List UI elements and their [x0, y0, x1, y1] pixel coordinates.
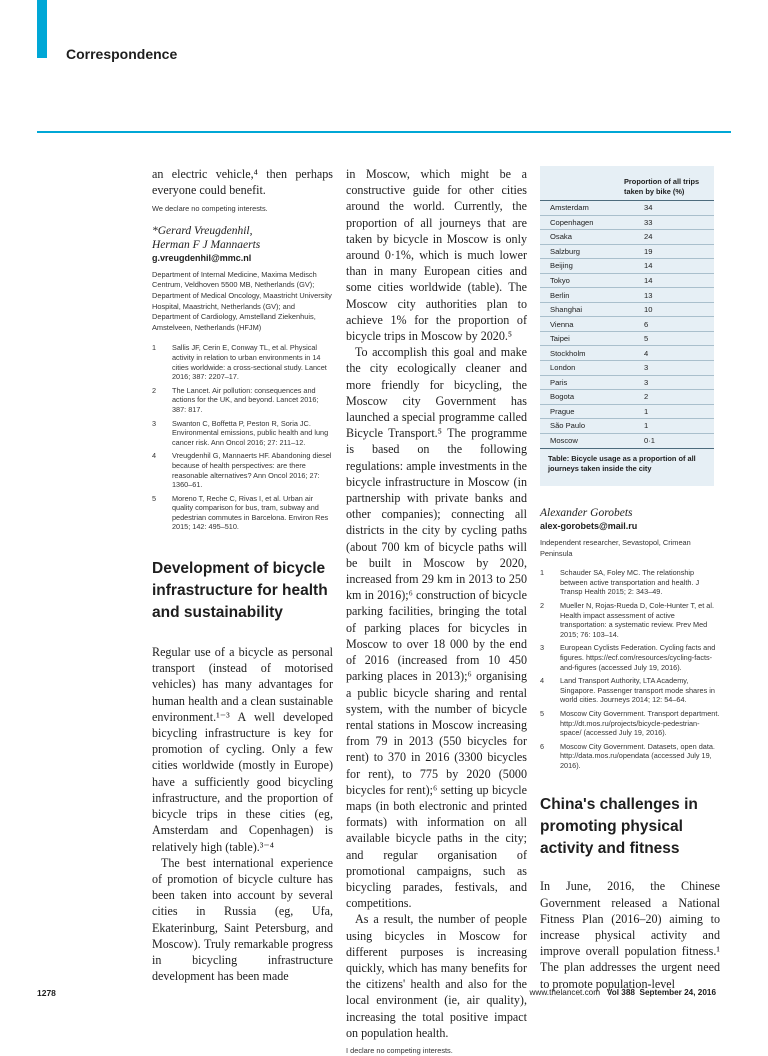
- table-row: [540, 317, 714, 332]
- table-cell-value: 14: [644, 273, 714, 288]
- reference-item: 5 Moreno T, Reche C, Rivas I, et al. Urban air quality comparison for bus, tram, subway and pedestrian commutes in Barcelona. Environ Res 2015; 142: 495–510.: [152, 493, 329, 532]
- table-cell-value: 14: [644, 259, 714, 274]
- table-row: [540, 433, 714, 448]
- table-cell-value: 10: [644, 302, 714, 317]
- table-row: [540, 390, 714, 405]
- table-cell-city: London: [540, 361, 644, 376]
- table-row: [540, 361, 714, 376]
- table-cell-value: 19: [644, 244, 714, 259]
- column-2: [346, 166, 527, 1056]
- table-row: [540, 375, 714, 390]
- table-cell-value: 3: [644, 361, 714, 376]
- table-cell-value: 6: [644, 317, 714, 332]
- table-row: [540, 259, 714, 274]
- table-row: [540, 273, 714, 288]
- table-cell-city: Paris: [540, 375, 644, 390]
- table-cell-value: 24: [644, 230, 714, 245]
- reference-item: 5 Moscow City Government. Transport department. http://dt.mos.ru/projects/bicycle-pedestrian-space/ (accessed July 19, 2016).: [540, 708, 720, 738]
- paragraph: As a result, the number of people using bicycles in Moscow for different purposes is increasing quickly, which has many benefits for the citizens' health and also for the local environment (ie, air quality), increasing the total positive impact on population health.: [346, 912, 527, 1040]
- table-cell-city: Prague: [540, 404, 644, 419]
- reference-item: 4 Vreugdenhil G, Mannaerts HF. Abandoning diesel because of health perspectives: are there reasonable alternatives? Ann Oncol 2016; 27: 1360–61.: [152, 451, 332, 490]
- reference-item: 1 Sallis JF, Cerin E, Conway TL, et al. Physical activity in relation to urban environments in 14 cities worldwide: a cross-sectional study. Lancet 2016; 387: 2207–17.: [152, 343, 327, 382]
- table-cell-value: 13: [644, 288, 714, 303]
- table-row: [540, 288, 714, 303]
- reference-item: 2 The Lancet. Air pollution: consequences and actions for the UK, and beyond. Lancet 2016; 387: 817.: [152, 385, 319, 414]
- table-cell-value: 1: [644, 419, 714, 434]
- table-cell-city: Tokyo: [540, 273, 644, 288]
- author-email[interactable]: g.vreugdenhil@mmc.nl: [152, 252, 252, 263]
- reference-list: [152, 343, 333, 532]
- article-body: [540, 878, 720, 991]
- table-cell-city: Taipei: [540, 331, 644, 346]
- table-cell-value: 4: [644, 346, 714, 361]
- table-cell-value: 0·1: [644, 433, 714, 448]
- table-row: [540, 201, 714, 216]
- paragraph: in Moscow, which might be a constructive guide for other cities around the world. Currently, the proportion of all journeys that are taken by bicycle in Moscow is only around 0·1%, which is much lower than in many European cities and some cities worldwide (table). The Moscow city authorities plan to achieve 1% for the proportion of bicycle trips in Moscow by 2020.⁵: [346, 167, 527, 344]
- table-column-header: Proportion of all trips taken by bike (%): [624, 177, 700, 196]
- author-affiliation: Independent researcher, Sevastopol, Crimean Peninsula: [540, 538, 691, 558]
- table-row: [540, 419, 714, 434]
- journal-volume: Vol 388: [606, 988, 635, 997]
- author-email[interactable]: alex-gorobets@mail.ru: [540, 521, 638, 531]
- table-cell-city: Copenhagen: [540, 215, 644, 230]
- competing-interests: We declare no competing interests.: [152, 204, 268, 214]
- paragraph: Regular use of a bicycle as personal transport (instead of motorised vehicles) has many advantages for human health and a clean sustainable environment.¹⁻³ A well developed bicycling infrastructure is key for promotion of cycling. Only a few cities worldwide (mostly in Europe) have a sufficiently good bicycling infrastructure, and the proportion of bicycle trips in these cities (eg, Amsterdam and Copenhagen) is relatively high (table).³⁻⁴: [152, 645, 333, 854]
- article-heading: Development of bicycle infrastructure for health and sustainability: [152, 560, 328, 622]
- table-cell-value: 34: [644, 201, 714, 216]
- article-body: [152, 644, 333, 984]
- reference-item: 4 Land Transport Authority, LTA Academy, Singapore. Passenger transport mode shares in world cities. Journeys 2014; 12: 54–64.: [540, 676, 715, 705]
- journal-date: September 24, 2016: [639, 988, 716, 997]
- table-row: [540, 346, 714, 361]
- col1-continued-paragraph: [152, 166, 333, 198]
- table-row: [540, 215, 714, 230]
- table-cell-value: 3: [644, 375, 714, 390]
- table-cell-city: Amsterdam: [540, 201, 644, 216]
- table-cell-value: 1: [644, 404, 714, 419]
- table-cell-city: Vienna: [540, 317, 644, 332]
- data-table: [540, 166, 714, 448]
- article-heading: China's challenges in promoting physical activity and fitness: [540, 796, 698, 858]
- competing-interests: I declare no competing interests.: [346, 1045, 453, 1055]
- paragraph: To accomplish this goal and make the city ecologically cleaner and more friendly for bicycling, the Moscow city Government has launched a special programme called Bicycle Transport.⁵ The programme is based on the following regulations: ample investments in the bicycle infrastructure in Moscow (in partnership with private banks and other companies); connecting all districts in the city by cycling paths (about 700 km of bicycle paths will be built in Moscow by 2020, increased from 29 km in 2013 to 250 km in 2016);⁶ construction of bicycle parking facilities, bringing the total of parking places for bicycles in Moscow to over 18 000 by the end of 2016 (increased from 10 450 parking places in 2013);⁶ organising a public bicycle sharing and rental system, with the number of bicycle rental stations in Moscow increasing from 79 in 2013 (550 bicycles for rent) to 370 in 2016 (3300 bicycles for rent), to 775 by 2020 (5000 bicycles for rent);⁶ setting up bicycle maps (in both electronic and printed formats) with information on all available bicycle paths in the city; and regular organisation of promotional campaigns, such as bicycling parades, festivals, and competitions.: [346, 345, 527, 911]
- author-line-2: Herman F J Mannaerts: [152, 238, 261, 251]
- section-label: Correspondence: [66, 46, 178, 62]
- table-cell-city: Stockholm: [540, 346, 644, 361]
- accent-bar: [37, 0, 47, 58]
- table-body: [540, 201, 714, 448]
- reference-item: 3 Swanton C, Boffetta P, Peston R, Soria JC. Environmental emissions, public health and lung cancer risk. Ann Oncol 2016; 27: 211–12.: [152, 418, 329, 447]
- table-row: [540, 404, 714, 419]
- table-cell-city: Shanghai: [540, 302, 644, 317]
- header-rule: [37, 131, 731, 133]
- reference-item: 1 Schauder SA, Foley MC. The relationship between active transportation and health. J Transp Health 2015; 2: 343–49.: [540, 568, 700, 597]
- paragraph: an electric vehicle,⁴ then perhaps everyone could benefit.: [152, 167, 333, 198]
- page-number: 1278: [37, 988, 56, 998]
- table-cell-city: Berlin: [540, 288, 644, 303]
- column-3: [540, 506, 720, 992]
- table-caption: Table: Bicycle usage as a proportion of all journeys taken inside the city: [540, 448, 714, 474]
- journal-footer: [530, 988, 716, 997]
- paragraph: In June, 2016, the Chinese Government released a National Fitness Plan (2016–20) aiming to increase physical activity and improve overall population fitness.¹ The plan addresses the urgent need to promote population-level: [540, 879, 720, 991]
- table-cell-value: 2: [644, 390, 714, 405]
- table-cell-city: Moscow: [540, 433, 644, 448]
- table-cell-city: Bogota: [540, 390, 644, 405]
- table-row: [540, 331, 714, 346]
- bicycle-usage-table: [540, 166, 714, 486]
- table-row: [540, 302, 714, 317]
- table-row: [540, 230, 714, 245]
- journal-site-link[interactable]: www.thelancet.com: [529, 988, 601, 997]
- reference-item: 3 European Cyclists Federation. Cycling facts and figures. https://ecf.com/resources/cycling-facts-and-figures (accessed July 19, 2016).: [540, 643, 716, 672]
- table-cell-city: São Paulo: [540, 419, 644, 434]
- table-cell-value: 5: [644, 331, 714, 346]
- table-cell-value: 33: [644, 215, 714, 230]
- table-cell-city: Beijing: [540, 259, 644, 274]
- article-body: [346, 166, 527, 1041]
- reference-item: 2 Mueller N, Rojas-Rueda D, Cole-Hunter T, et al. Health impact assessment of active transportation: a systematic review. Prev Med 2015; 76: 103–14.: [540, 600, 714, 639]
- author-name: Alexander Gorobets: [540, 507, 633, 519]
- table-cell-city: Salzburg: [540, 244, 644, 259]
- reference-list: [540, 568, 720, 770]
- paragraph: The best international experience of promotion of bicycle culture has been taken into account by several cities in Russia (eg, Ufa, Ekaterinburg, Saint Petersburg, and Moscow). Truly remarkable progress in bicycling infrastructure development has been made: [152, 855, 333, 984]
- column-1: [152, 166, 333, 984]
- table-row: [540, 244, 714, 259]
- author-line-1: *Gerard Vreugdenhil,: [152, 224, 253, 237]
- author-affiliation: Department of Internal Medicine, Maxima Medisch Centrum, Veldhoven 5500 MB, Netherlands (GV); Department of Medical Oncology, Maastricht University Hospital, Maastricht, Netherlands (GV); and Department of Cardiology, Amstelland Ziekenhuis, Amstelveen, Netherlands (HFJM): [152, 269, 332, 332]
- table-cell-city: Osaka: [540, 230, 644, 245]
- reference-item: 6 Moscow City Government. Datasets, open data. http://data.mos.ru/opendata (accessed July 19, 2016).: [540, 741, 715, 770]
